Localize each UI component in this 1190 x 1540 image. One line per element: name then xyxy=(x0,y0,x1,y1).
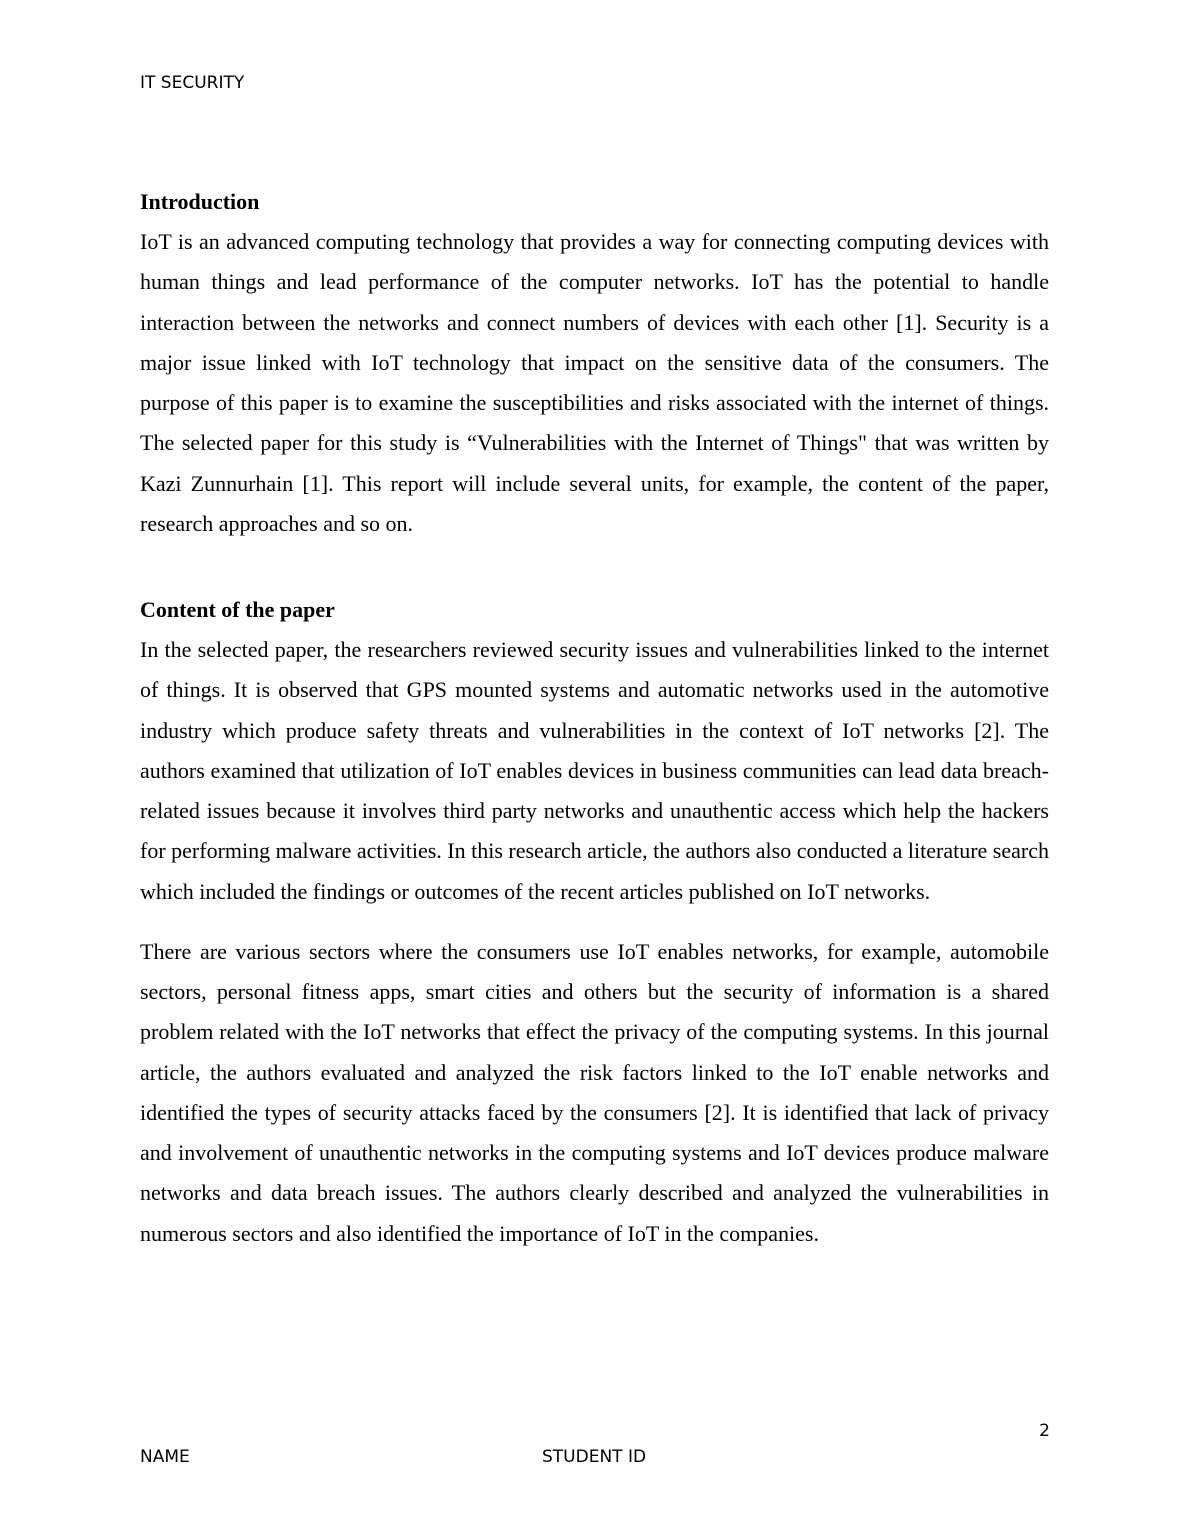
content-paragraph-2: There are various sectors where the consumers use IoT enables networks, for example, automobile sectors, personal fitness apps, smart cities and others but the security of information is a shared problem related with the IoT networks that effect the privacy of the computing systems. In this journal article, the authors evaluated and analyzed the risk factors linked to the IoT enable networks and identified the types of security attacks faced by the consumers [2]. It is identified that lack of privacy and involvement of unauthentic networks in the computing systems and IoT devices produce malware networks and data breach issues. The authors clearly described and analyzed the vulnerabilities in numerous sectors and also identified the importance of IoT in the companies. xyxy=(140,938,1049,1246)
running-header: IT SECURITY xyxy=(140,73,245,93)
content-heading: Content of the paper xyxy=(140,597,335,622)
footer-name-label: NAME xyxy=(140,1447,190,1467)
introduction-heading: Introduction xyxy=(140,189,260,214)
content-paragraph-1: In the selected paper, the researchers reviewed security issues and vulnerabilities linked to the internet of things. It is observed that GPS mounted systems and automatic networks used in the automotive industry which produce safety threats and vulnerabilities in the context of IoT networks [2]. The authors examined that utilization of IoT enables devices in business communities can lead data breach-related issues because it involves third party networks and unauthentic access which help the hackers for performing malware activities. In this research article, the authors also conducted a literature search which included the findings or outcomes of the recent articles published on IoT networks. xyxy=(140,637,1049,904)
introduction-paragraph: IoT is an advanced computing technology that provides a way for connecting computing devices with human things and lead performance of the computer networks. IoT has the potential to handle interaction between the networks and connect numbers of devices with each other [1]. Security is a major issue linked with IoT technology that impact on the sensitive data of the consumers. The purpose of this paper is to examine the susceptibilities and risks associated with the internet of things. The selected paper for this study is “Vulnerabilities with the Internet of Things" that was written by Kazi Zunnurhain [1]. This report will include several units, for example, the content of the paper, research approaches and so on. xyxy=(140,229,1049,536)
footer-student-id-label: STUDENT ID xyxy=(542,1447,647,1467)
page-number: 2 xyxy=(1039,1421,1050,1441)
document-body xyxy=(140,182,1049,1254)
